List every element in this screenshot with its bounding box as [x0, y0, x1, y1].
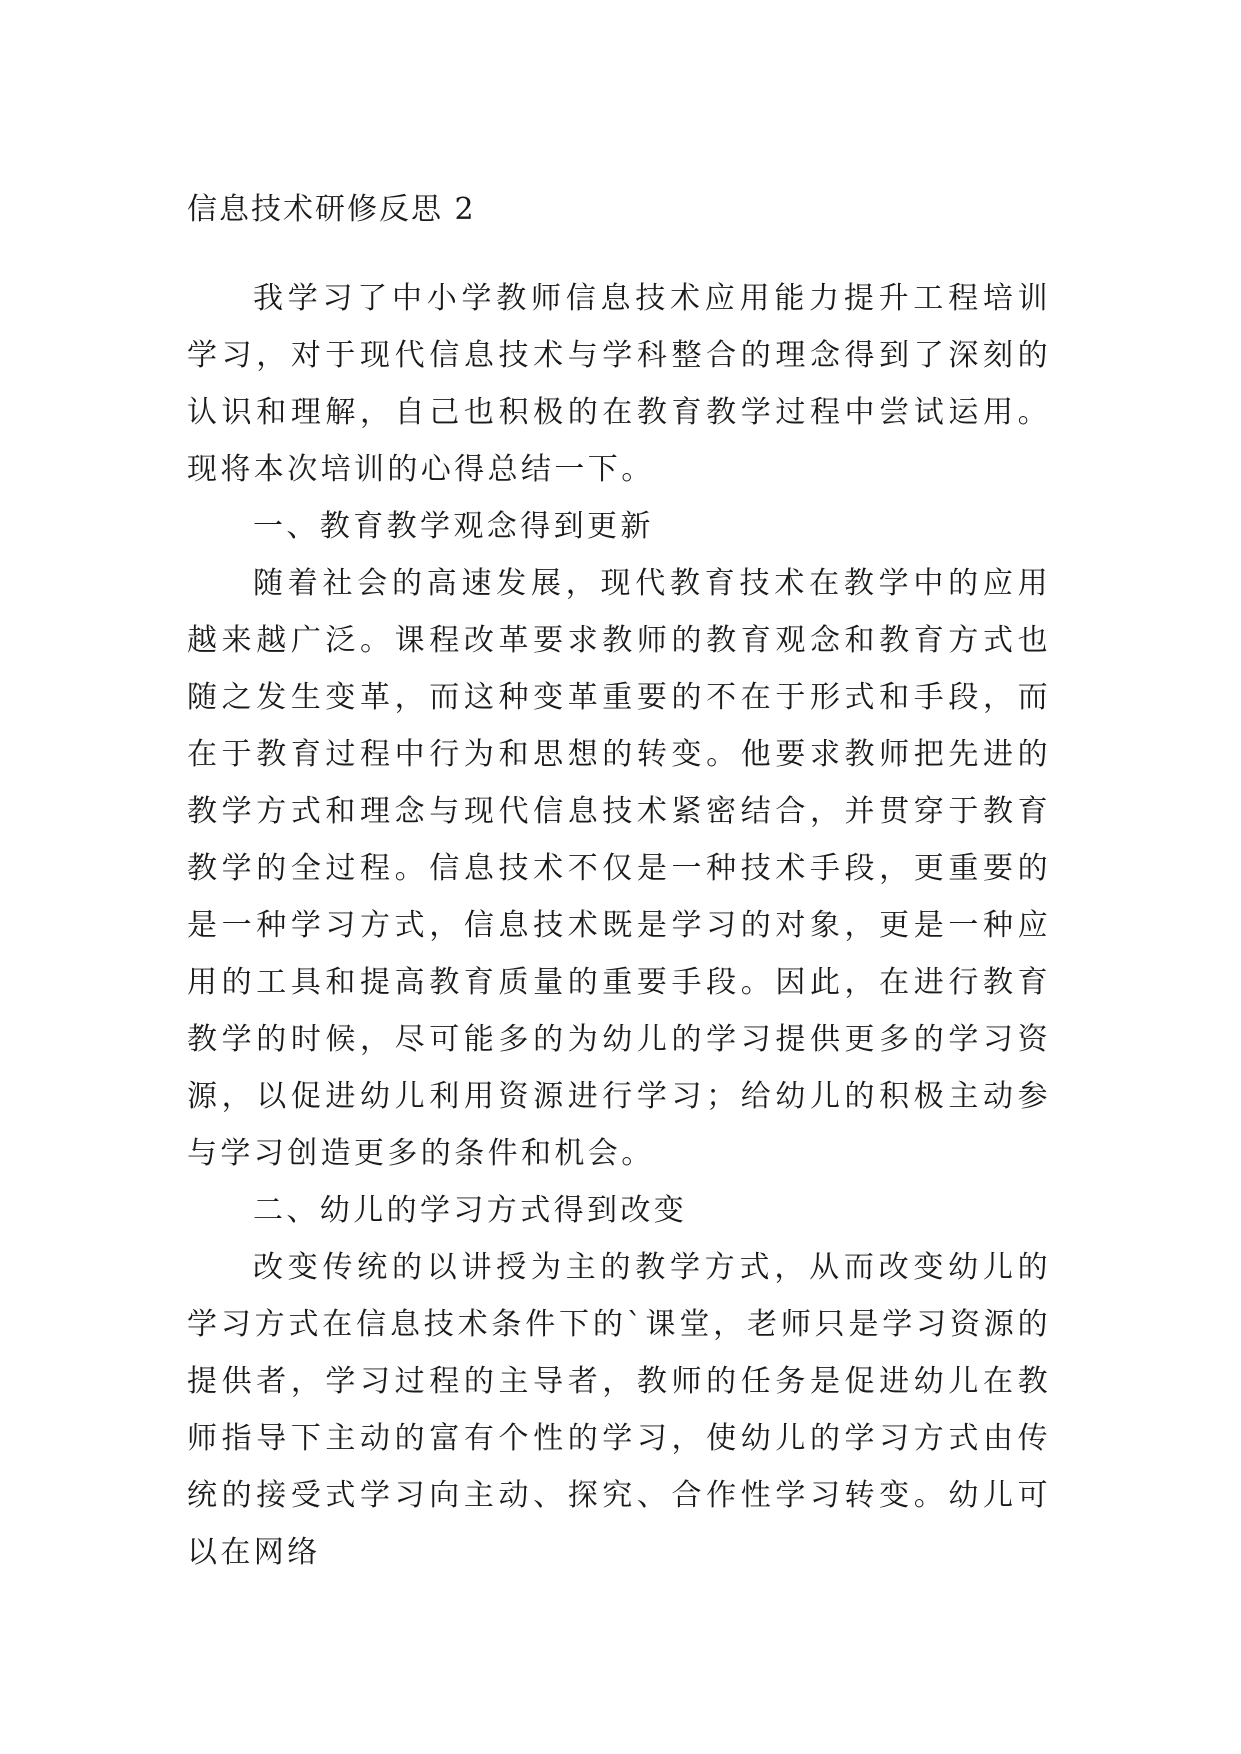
paragraph-intro: 我学习了中小学教师信息技术应用能力提升工程培训学习，对于现代信息技术与学科整合的理念得到了深刻的认识和理解，自己也积极的在教育教学过程中尝试运用。现将本次培训的心得总结一下。 [187, 281, 1051, 487]
section-heading-1: 一、教育教学观念得到更新 [253, 509, 654, 544]
document-body [187, 270, 1051, 1581]
paragraph-section-2: 改变传统的以讲授为主的教学方式，从而改变幼儿的学习方式在信息技术条件下的`课堂，老师只是学习资源的提供者，学习过程的主导者，教师的任务是促进幼儿在教师指导下主动的富有个性的学习，使幼儿的学习方式由传统的接受式学习向主动、探究、合作性学习转变。幼儿可以在网络 [187, 1250, 1051, 1570]
paragraph-section-1: 随着社会的高速发展，现代教育技术在教学中的应用越来越广泛。课程改革要求教师的教育观念和教育方式也随之发生变革，而这种变革重要的不在于形式和手段，而在于教育过程中行为和思想的转变。他要求教师把先进的教学方式和理念与现代信息技术紧密结合，并贯穿于教育教学的全过程。信息技术不仅是一种技术手段，更重要的是一种学习方式，信息技术既是学习的对象，更是一种应用的工具和提高教育质量的重要手段。因此，在进行教育教学的时候，尽可能多的为幼儿的学习提供更多的学习资源，以促进幼儿利用资源进行学习；给幼儿的积极主动参与学习创造更多的条件和机会。 [187, 566, 1051, 1171]
section-heading-2: 二、幼儿的学习方式得到改变 [253, 1193, 688, 1228]
document-title: 信息技术研修反思 2 [187, 192, 476, 227]
